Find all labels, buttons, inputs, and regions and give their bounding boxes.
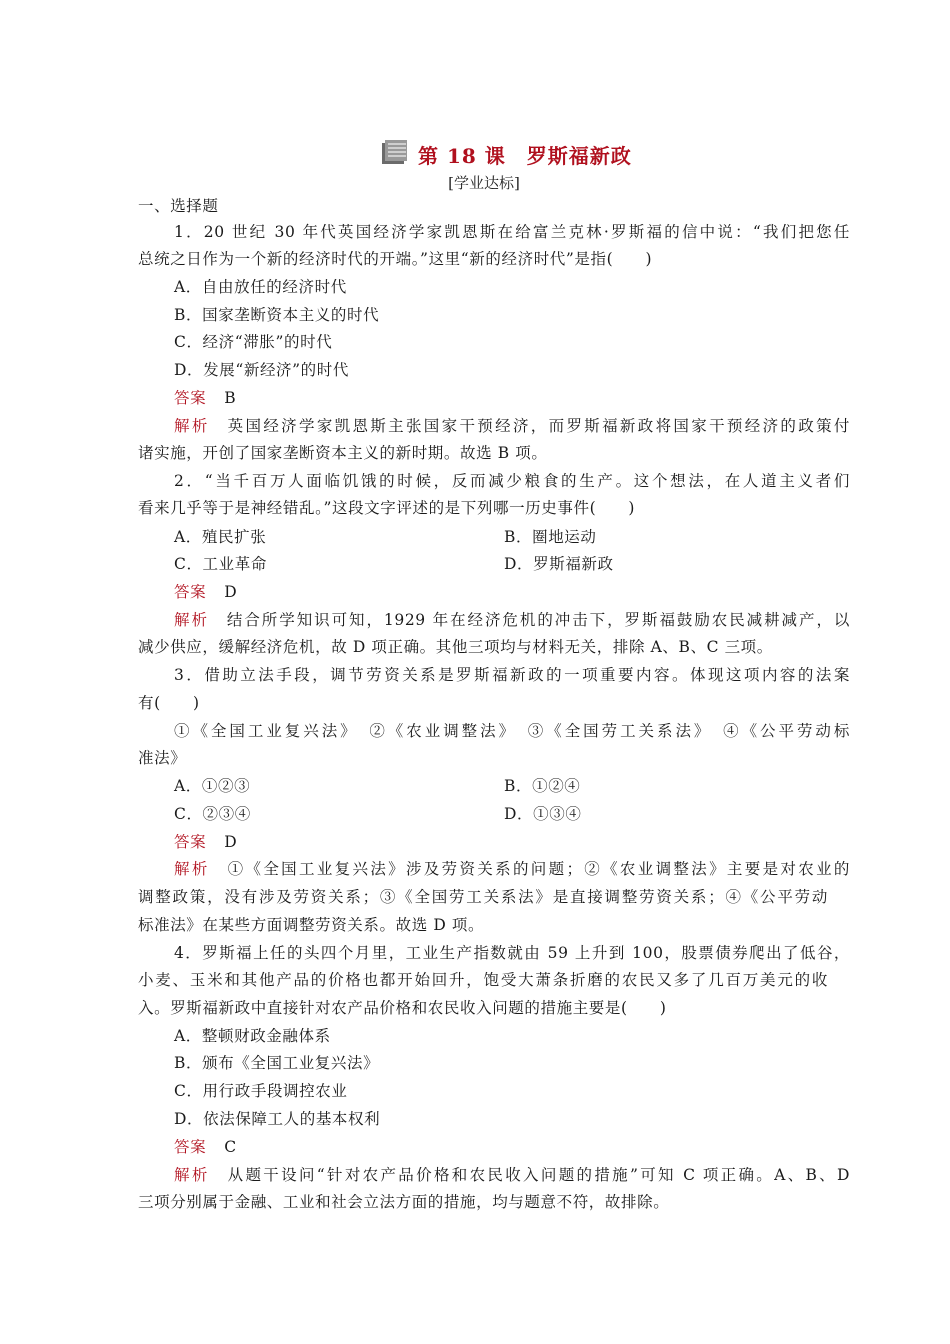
q1-answer xyxy=(174,388,864,408)
q1-answer-value: B xyxy=(224,389,237,407)
q1-stem-line-2: 总统之日作为一个新的经济时代的开端。”这里“新的经济时代”是指( ) xyxy=(138,250,653,268)
q4-stem-line-1: 4．罗斯福上任的头四个月里，工业生产指数就由 59 上升到 100，股票债券爬出了低谷， xyxy=(174,944,850,962)
q3-analysis-line-1 xyxy=(174,859,850,879)
q1-option-b: B．国家垄断资本主义的时代 xyxy=(174,306,380,324)
q4-answer-value: C xyxy=(224,1138,237,1156)
book-icon xyxy=(380,140,410,166)
q2-stem-line-2: 看来几乎等于是神经错乱。”这段文字评述的是下列哪一历史事件( ) xyxy=(138,499,636,517)
analysis-label: 解析 xyxy=(174,417,210,435)
q3-analysis-text: ①《全国工业复兴法》涉及劳资关系的问题；②《农业调整法》主要是对农业的 xyxy=(227,860,850,878)
q4-option-c: C．用行政手段调控农业 xyxy=(174,1082,348,1100)
section-heading: 一、选择题 xyxy=(138,197,219,215)
q3-stem-line-4: 准法》 xyxy=(138,749,187,767)
q2-answer xyxy=(174,582,864,602)
q4-analysis-text: 从题干设问“针对农产品价格和农民收入问题的措施”可知 C 项正确。A、B、D xyxy=(227,1166,851,1184)
q2-answer-value: D xyxy=(224,583,238,601)
q4-option-b: B．颁布《全国工业复兴法》 xyxy=(174,1054,380,1072)
q3-option-b: B．①②④ xyxy=(504,777,581,795)
lesson-header xyxy=(0,138,950,174)
answer-label: 答案 xyxy=(174,833,207,851)
answer-label: 答案 xyxy=(174,389,207,407)
q4-stem-line-2: 小麦、玉米和其他产品的价格也都开始回升，饱受大萧条折磨的农民又多了几百万美元的收 xyxy=(138,971,828,989)
q2-option-c: C．工业革命 xyxy=(174,555,267,573)
q4-option-d: D．依法保障工人的基本权利 xyxy=(174,1110,381,1128)
q3-answer-value: D xyxy=(224,833,238,851)
q3-stem-line-2: 有( ) xyxy=(138,694,200,712)
q2-option-a: A．殖民扩张 xyxy=(174,528,267,546)
answer-label: 答案 xyxy=(174,1138,207,1156)
q2-option-b: B．圈地运动 xyxy=(504,528,597,546)
q2-analysis-line-1 xyxy=(174,610,850,630)
page-subtitle: [学业达标] xyxy=(448,174,520,192)
q3-option-c: C．②③④ xyxy=(174,805,251,823)
q3-stem-line-1: 3．借助立法手段，调节劳资关系是罗斯福新政的一项重要内容。体现这项内容的法案 xyxy=(174,666,850,684)
answer-label: 答案 xyxy=(174,583,207,601)
analysis-label: 解析 xyxy=(174,1166,210,1184)
q3-answer xyxy=(174,832,864,852)
q1-analysis-text: 英国经济学家凯恩斯主张国家干预经济，而罗斯福新政将国家干预经济的政策付 xyxy=(227,417,850,435)
q1-option-d: D．发展“新经济”的时代 xyxy=(174,361,349,379)
q1-analysis-line-1 xyxy=(174,416,850,436)
q4-option-a: A．整顿财政金融体系 xyxy=(174,1027,331,1045)
q4-analysis-line-1 xyxy=(174,1165,850,1185)
q4-answer xyxy=(174,1137,864,1157)
q3-analysis-line-2: 调整政策，没有涉及劳资关系；③《全国劳工关系法》是直接调整劳资关系；④《公平劳动 xyxy=(138,888,828,906)
q4-stem-line-3: 入。罗斯福新政中直接针对农产品价格和农民收入问题的措施主要是( ) xyxy=(138,999,667,1017)
analysis-label: 解析 xyxy=(174,860,210,878)
q3-analysis-line-3: 标准法》在某些方面调整劳资关系。故选 D 项。 xyxy=(138,916,485,934)
q3-stem-line-3: ①《全国工业复兴法》 ②《农业调整法》 ③《全国劳工关系法》 ④《公平劳动标 xyxy=(174,722,850,740)
q2-stem-line-1: 2．“当千百万人面临饥饿的时候，反而减少粮食的生产。这个想法，在人道主义者们 xyxy=(174,472,850,490)
q3-option-d: D．①③④ xyxy=(504,805,582,823)
q2-analysis-line-2: 减少供应，缓解经济危机，故 D 项正确。其他三项均与材料无关，排除 A、B、C 三项。 xyxy=(138,638,773,656)
q1-option-a: A．自由放任的经济时代 xyxy=(174,278,347,296)
q2-analysis-text: 结合所学知识可知，1929 年在经济危机的冲击下，罗斯福鼓励农民减耕减产，以 xyxy=(226,611,850,629)
q3-option-a: A．①②③ xyxy=(174,777,251,795)
q4-analysis-line-2: 三项分别属于金融、工业和社会立法方面的措施，均与题意不符，故排除。 xyxy=(138,1193,670,1211)
q1-option-c: C．经济“滞胀”的时代 xyxy=(174,333,333,351)
q1-stem-line-1: 1．20 世纪 30 年代英国经济学家凯恩斯在给富兰克林·罗斯福的信中说：“我们把您任 xyxy=(174,223,850,241)
page-title: 第 18 课 罗斯福新政 xyxy=(418,144,632,168)
q2-option-d: D．罗斯福新政 xyxy=(504,555,614,573)
q1-analysis-line-2: 诸实施，开创了国家垄断资本主义的新时期。故选 B 项。 xyxy=(138,444,548,462)
analysis-label: 解析 xyxy=(174,611,209,629)
